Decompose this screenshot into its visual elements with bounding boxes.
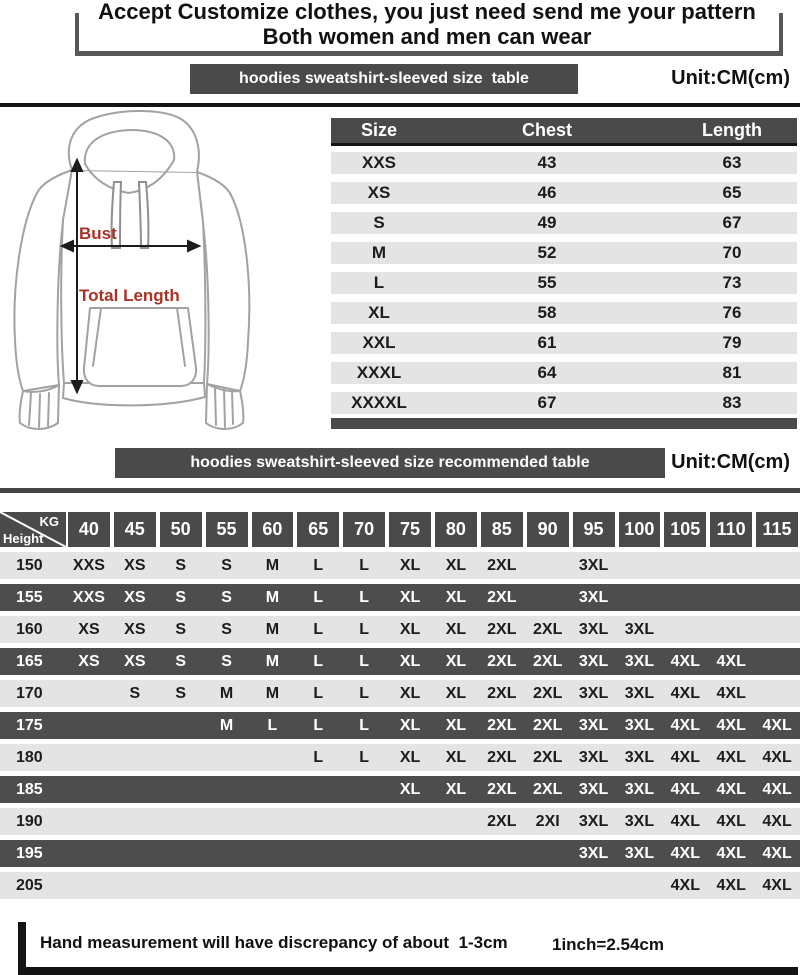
matrix-size-cell: 4XL — [716, 749, 746, 766]
size-table-cell: 64 — [537, 363, 557, 382]
matrix-size-cell: M — [265, 685, 280, 702]
matrix-size-cell — [66, 680, 112, 707]
matrix-size-cell: L — [359, 653, 370, 670]
matrix-size-cell — [708, 584, 754, 611]
matrix-size-cell: L — [359, 749, 370, 766]
size-table-cell: 52 — [537, 243, 557, 262]
matrix-size-cell: 4XL — [762, 845, 792, 862]
matrix-size-cell: S — [175, 621, 187, 638]
matrix-height-label: 190 — [16, 813, 43, 830]
matrix-size-cell — [754, 552, 800, 579]
matrix-size-cell: 4XL — [670, 717, 700, 734]
matrix-size-cell: 4XL — [716, 717, 746, 734]
matrix-size-cell: 4XL — [762, 877, 792, 894]
matrix-size-cell — [295, 808, 341, 835]
matrix-size-cell: 3XL — [624, 717, 655, 734]
matrix-size-cell: 2XL — [487, 685, 517, 702]
matrix-size-cell — [708, 616, 754, 643]
matrix-size-cell: 2XL — [533, 781, 563, 798]
matrix-size-cell: S — [221, 653, 232, 670]
matrix-size-cell — [112, 712, 158, 739]
matrix-size-cell — [112, 776, 158, 803]
matrix-size-cell: XS — [124, 653, 146, 670]
matrix-size-cell — [158, 840, 204, 867]
header-line2: Both women and men can wear — [262, 24, 592, 49]
matrix-size-cell — [204, 808, 250, 835]
measurement-note: Hand measurement will have discrepancy of about 1-3cm — [40, 933, 508, 952]
matrix-size-cell: L — [313, 685, 324, 702]
matrix-size-cell: S — [221, 557, 232, 574]
matrix-size-cell: L — [313, 717, 324, 734]
matrix-size-cell — [479, 840, 525, 867]
matrix-size-cell — [433, 872, 479, 899]
matrix-row — [0, 584, 800, 611]
size-table-body — [331, 152, 797, 414]
matrix-size-cell — [662, 584, 708, 611]
matrix-header-row — [0, 512, 800, 547]
size-table-row — [331, 272, 797, 294]
matrix-size-cell: 3XL — [578, 781, 609, 798]
matrix-size-cell: 3XL — [624, 621, 655, 638]
matrix-size-cell: XL — [445, 717, 467, 734]
matrix-size-cell — [112, 808, 158, 835]
matrix-kg-column: 60 — [252, 512, 294, 547]
matrix-row — [0, 872, 800, 899]
chest-column-header: Chest — [521, 120, 572, 140]
size-table-cell: XS — [367, 183, 391, 202]
matrix-size-cell — [295, 776, 341, 803]
size-table-cell: 58 — [537, 303, 557, 322]
matrix-row — [0, 680, 800, 707]
matrix-size-cell: 2XI — [535, 813, 560, 830]
matrix-size-cell — [112, 872, 158, 899]
matrix-size-cell — [754, 616, 800, 643]
matrix-size-cell — [66, 776, 112, 803]
matrix-size-cell: L — [313, 749, 324, 766]
bust-label: Bust — [79, 224, 117, 243]
matrix-size-cell: M — [265, 589, 280, 606]
matrix-size-cell: XXS — [72, 589, 105, 606]
matrix-size-cell: 4XL — [670, 781, 700, 798]
size-column-header: Size — [360, 120, 398, 140]
matrix-size-cell: 3XL — [624, 653, 655, 670]
matrix-height-label: 195 — [16, 845, 43, 862]
matrix-size-cell — [112, 744, 158, 771]
matrix-size-cell — [158, 712, 204, 739]
matrix-size-cell: L — [313, 589, 324, 606]
recommended-table-banner: hoodies sweatshirt-sleeved size recommended table — [115, 448, 665, 478]
matrix-size-cell: 3XL — [578, 557, 609, 574]
divider-1 — [0, 103, 800, 107]
matrix-size-cell — [754, 680, 800, 707]
matrix-size-cell: 4XL — [762, 813, 792, 830]
matrix-kg-column: 65 — [297, 512, 339, 547]
matrix-size-cell: XL — [399, 685, 421, 702]
matrix-size-cell: 2XL — [487, 653, 517, 670]
matrix-row — [0, 776, 800, 803]
matrix-size-cell: XS — [124, 557, 146, 574]
size-table-cell: 49 — [537, 213, 557, 232]
unit-label-1: Unit:CM(cm) — [671, 67, 790, 89]
matrix-size-cell — [341, 808, 387, 835]
matrix-size-cell: 3XL — [578, 589, 609, 606]
matrix-row — [0, 648, 800, 675]
matrix-size-cell — [66, 712, 112, 739]
matrix-size-cell — [112, 840, 158, 867]
matrix-size-cell: M — [219, 685, 234, 702]
matrix-size-cell: L — [359, 717, 370, 734]
matrix-size-cell: 4XL — [762, 749, 792, 766]
matrix-size-cell: 4XL — [762, 717, 792, 734]
size-table-row — [331, 212, 797, 234]
matrix-row — [0, 712, 800, 739]
matrix-size-cell: M — [265, 557, 280, 574]
size-table-cell: L — [373, 273, 385, 292]
matrix-size-cell — [341, 872, 387, 899]
matrix-size-cell: S — [221, 621, 232, 638]
matrix-size-cell: 2XL — [533, 717, 563, 734]
matrix-row — [0, 552, 800, 579]
matrix-size-cell — [250, 872, 296, 899]
matrix-size-cell: L — [267, 717, 278, 734]
matrix-size-cell — [479, 872, 525, 899]
matrix-size-cell: 4XL — [716, 781, 746, 798]
length-column-header: Length — [702, 120, 762, 140]
matrix-size-cell: 4XL — [716, 685, 746, 702]
matrix-size-cell — [387, 808, 433, 835]
hoodie-drawing — [0, 110, 320, 440]
matrix-size-cell: 3XL — [578, 813, 609, 830]
matrix-size-cell — [754, 648, 800, 675]
matrix-size-cell — [66, 872, 112, 899]
matrix-size-cell — [204, 872, 250, 899]
matrix-size-cell — [295, 840, 341, 867]
matrix-size-cell — [66, 840, 112, 867]
matrix-size-cell: 2XL — [487, 813, 517, 830]
matrix-kg-column: 105 — [664, 512, 706, 547]
matrix-size-cell: 3XL — [624, 781, 655, 798]
size-table-bottom-bar — [331, 418, 797, 429]
matrix-height-label: 150 — [16, 557, 43, 574]
size-table-cell: 73 — [722, 273, 742, 292]
matrix-size-cell: XL — [445, 781, 467, 798]
size-table-row — [331, 362, 797, 384]
matrix-size-cell: L — [313, 653, 324, 670]
matrix-size-cell: S — [175, 589, 187, 606]
divider-2 — [0, 488, 800, 493]
matrix-kg-column: 85 — [481, 512, 523, 547]
matrix-size-cell: 3XL — [624, 685, 655, 702]
matrix-size-cell: 4XL — [716, 653, 746, 670]
matrix-size-cell — [754, 584, 800, 611]
matrix-corner-cell — [0, 512, 66, 547]
matrix-size-cell: 3XL — [578, 685, 609, 702]
matrix-height-label: 155 — [16, 589, 43, 606]
matrix-size-cell: XL — [399, 781, 421, 798]
matrix-size-cell — [341, 840, 387, 867]
corner-height-label: Height — [3, 531, 44, 546]
matrix-size-cell: XS — [124, 621, 146, 638]
hood — [69, 111, 199, 172]
matrix-size-cell: 4XL — [762, 781, 792, 798]
size-table-cell: XXXXL — [351, 393, 407, 412]
size-table-cell: M — [371, 243, 387, 262]
matrix-size-cell: 4XL — [716, 813, 746, 830]
matrix-size-cell: 2XL — [487, 749, 517, 766]
matrix-size-cell — [617, 552, 663, 579]
matrix-size-cell: 4XL — [670, 813, 700, 830]
size-table-cell: 83 — [722, 393, 742, 412]
size-table-cell: 81 — [722, 363, 742, 382]
matrix-size-cell — [204, 840, 250, 867]
matrix-size-cell — [158, 776, 204, 803]
matrix-row — [0, 616, 800, 643]
size-table-row — [331, 182, 797, 204]
matrix-size-cell: S — [129, 685, 141, 702]
size-table — [331, 118, 797, 429]
matrix-size-cell: 4XL — [670, 749, 700, 766]
matrix-size-cell: M — [219, 717, 234, 734]
matrix-size-cell — [250, 776, 296, 803]
matrix-size-cell: 3XL — [624, 813, 655, 830]
matrix-size-cell — [204, 776, 250, 803]
unit-label-2: Unit:CM(cm) — [671, 451, 790, 473]
size-table-cell: XL — [368, 303, 390, 322]
recommended-matrix — [0, 512, 800, 904]
matrix-kg-column: 70 — [343, 512, 385, 547]
matrix-size-cell: 3XL — [578, 845, 609, 862]
matrix-row — [0, 840, 800, 867]
matrix-size-cell: L — [359, 589, 370, 606]
matrix-kg-column: 90 — [527, 512, 569, 547]
matrix-height-label: 185 — [16, 781, 43, 798]
size-table-cell: 70 — [722, 243, 742, 262]
matrix-kg-column: 75 — [389, 512, 431, 547]
size-table-cell: 79 — [722, 333, 742, 352]
matrix-size-cell — [525, 584, 571, 611]
matrix-size-cell — [662, 616, 708, 643]
matrix-size-cell: XL — [399, 621, 421, 638]
total-length-label: Total Length — [79, 286, 180, 305]
matrix-size-cell — [387, 872, 433, 899]
matrix-body — [0, 552, 800, 899]
matrix-size-cell — [433, 840, 479, 867]
matrix-size-cell — [250, 808, 296, 835]
matrix-size-cell — [571, 872, 617, 899]
matrix-size-cell: XL — [445, 749, 467, 766]
size-table-row — [331, 242, 797, 264]
matrix-size-cell: 2XL — [533, 653, 563, 670]
matrix-size-cell: XS — [78, 621, 100, 638]
matrix-size-cell — [387, 840, 433, 867]
matrix-size-cell — [295, 872, 341, 899]
matrix-size-cell — [617, 872, 663, 899]
matrix-kg-column: 55 — [206, 512, 248, 547]
matrix-size-cell: M — [265, 653, 280, 670]
matrix-kg-column: 100 — [619, 512, 661, 547]
matrix-kg-column: 110 — [710, 512, 752, 547]
matrix-size-cell — [158, 808, 204, 835]
matrix-row — [0, 808, 800, 835]
matrix-height-label: 165 — [16, 653, 43, 670]
matrix-kg-column: 115 — [756, 512, 798, 547]
corner-kg-label: KG — [39, 514, 59, 529]
size-table-cell: S — [373, 213, 385, 232]
matrix-height-label: 180 — [16, 749, 43, 766]
matrix-size-cell — [158, 744, 204, 771]
matrix-height-label: 205 — [16, 877, 43, 894]
matrix-size-cell: 4XL — [670, 845, 700, 862]
matrix-size-cell: L — [359, 557, 370, 574]
matrix-size-cell: XL — [399, 717, 421, 734]
matrix-size-cell — [158, 872, 204, 899]
matrix-size-cell — [341, 776, 387, 803]
matrix-size-cell: S — [175, 557, 187, 574]
matrix-size-cell: 3XL — [578, 653, 609, 670]
matrix-size-cell: XXS — [72, 557, 105, 574]
matrix-row — [0, 744, 800, 771]
size-table-cell: XXL — [362, 333, 396, 352]
matrix-size-cell: L — [359, 621, 370, 638]
size-table-banner: hoodies sweatshirt-sleeved size table — [190, 64, 578, 94]
matrix-size-cell — [525, 872, 571, 899]
matrix-size-cell: 2XL — [533, 749, 563, 766]
matrix-size-cell: XL — [399, 653, 421, 670]
matrix-kg-column: 50 — [160, 512, 202, 547]
inch-conversion: 1inch=2.54cm — [552, 935, 664, 954]
matrix-size-cell — [525, 552, 571, 579]
matrix-size-cell: 2XL — [533, 685, 563, 702]
matrix-size-cell: S — [175, 685, 187, 702]
matrix-size-cell: S — [175, 653, 187, 670]
matrix-size-cell — [250, 744, 296, 771]
matrix-size-cell: 2XL — [533, 621, 563, 638]
matrix-kg-column: 95 — [573, 512, 615, 547]
matrix-size-cell: L — [313, 621, 324, 638]
matrix-size-cell: 3XL — [578, 749, 609, 766]
matrix-size-cell: XL — [445, 557, 467, 574]
size-table-row — [331, 392, 797, 414]
size-table-cell: 67 — [537, 393, 557, 412]
size-table-cell: 63 — [722, 153, 742, 172]
matrix-size-cell — [617, 584, 663, 611]
size-table-cell: 65 — [722, 183, 742, 202]
size-table-cell: 46 — [537, 183, 557, 202]
size-table-row — [331, 332, 797, 354]
matrix-size-cell — [66, 808, 112, 835]
matrix-size-cell: 4XL — [716, 845, 746, 862]
matrix-size-cell — [525, 840, 571, 867]
matrix-size-cell: 3XL — [624, 845, 655, 862]
matrix-height-label: 160 — [16, 621, 43, 638]
matrix-size-cell: 2XL — [487, 717, 517, 734]
size-table-cell: 55 — [537, 273, 557, 292]
matrix-size-cell: XL — [445, 589, 467, 606]
matrix-size-cell: 4XL — [670, 877, 700, 894]
size-table-row — [331, 152, 797, 174]
size-table-cell: 67 — [722, 213, 742, 232]
footer-bottom-bar — [18, 967, 798, 975]
matrix-size-cell: 3XL — [578, 621, 609, 638]
hoodie-diagram — [0, 110, 320, 440]
matrix-size-cell: L — [313, 557, 324, 574]
matrix-size-cell: 2XL — [487, 589, 517, 606]
matrix-kg-column: 40 — [68, 512, 110, 547]
size-table-cell: XXS — [361, 153, 397, 172]
matrix-size-cell: 2XL — [487, 557, 517, 574]
matrix-size-cell: XL — [445, 621, 467, 638]
matrix-kg-column: 80 — [435, 512, 477, 547]
matrix-size-cell: XS — [78, 653, 100, 670]
size-table-cell: 43 — [537, 153, 557, 172]
size-table-cell: 76 — [722, 303, 742, 322]
matrix-size-cell — [204, 744, 250, 771]
matrix-size-cell: 3XL — [624, 749, 655, 766]
matrix-size-cell — [433, 808, 479, 835]
matrix-size-cell — [662, 552, 708, 579]
matrix-size-cell — [250, 840, 296, 867]
matrix-size-cell: L — [359, 685, 370, 702]
matrix-size-cell: XL — [445, 653, 467, 670]
matrix-size-cell: XL — [399, 557, 421, 574]
matrix-size-cell: 3XL — [578, 717, 609, 734]
size-table-row — [331, 302, 797, 324]
matrix-size-cell: XL — [399, 749, 421, 766]
matrix-size-cell: S — [221, 589, 232, 606]
size-table-cell: 61 — [537, 333, 557, 352]
size-table-cell: XXXL — [356, 363, 402, 382]
matrix-size-cell: M — [265, 621, 280, 638]
matrix-size-cell: 2XL — [487, 781, 517, 798]
matrix-size-cell: 2XL — [487, 621, 517, 638]
matrix-kg-column: 45 — [114, 512, 156, 547]
matrix-size-cell: XL — [399, 589, 421, 606]
header-line1: Accept Customize clothes, you just need send me your pattern — [98, 0, 756, 24]
matrix-size-cell — [708, 552, 754, 579]
matrix-size-cell: XS — [124, 589, 146, 606]
matrix-height-label: 170 — [16, 685, 43, 702]
matrix-height-label: 175 — [16, 717, 43, 734]
page-header — [70, 0, 784, 49]
matrix-size-cell: XL — [445, 685, 467, 702]
matrix-size-cell: 4XL — [670, 685, 700, 702]
matrix-size-cell — [66, 744, 112, 771]
matrix-size-cell: 4XL — [670, 653, 700, 670]
matrix-size-cell: 4XL — [716, 877, 746, 894]
size-table-header — [331, 118, 797, 146]
